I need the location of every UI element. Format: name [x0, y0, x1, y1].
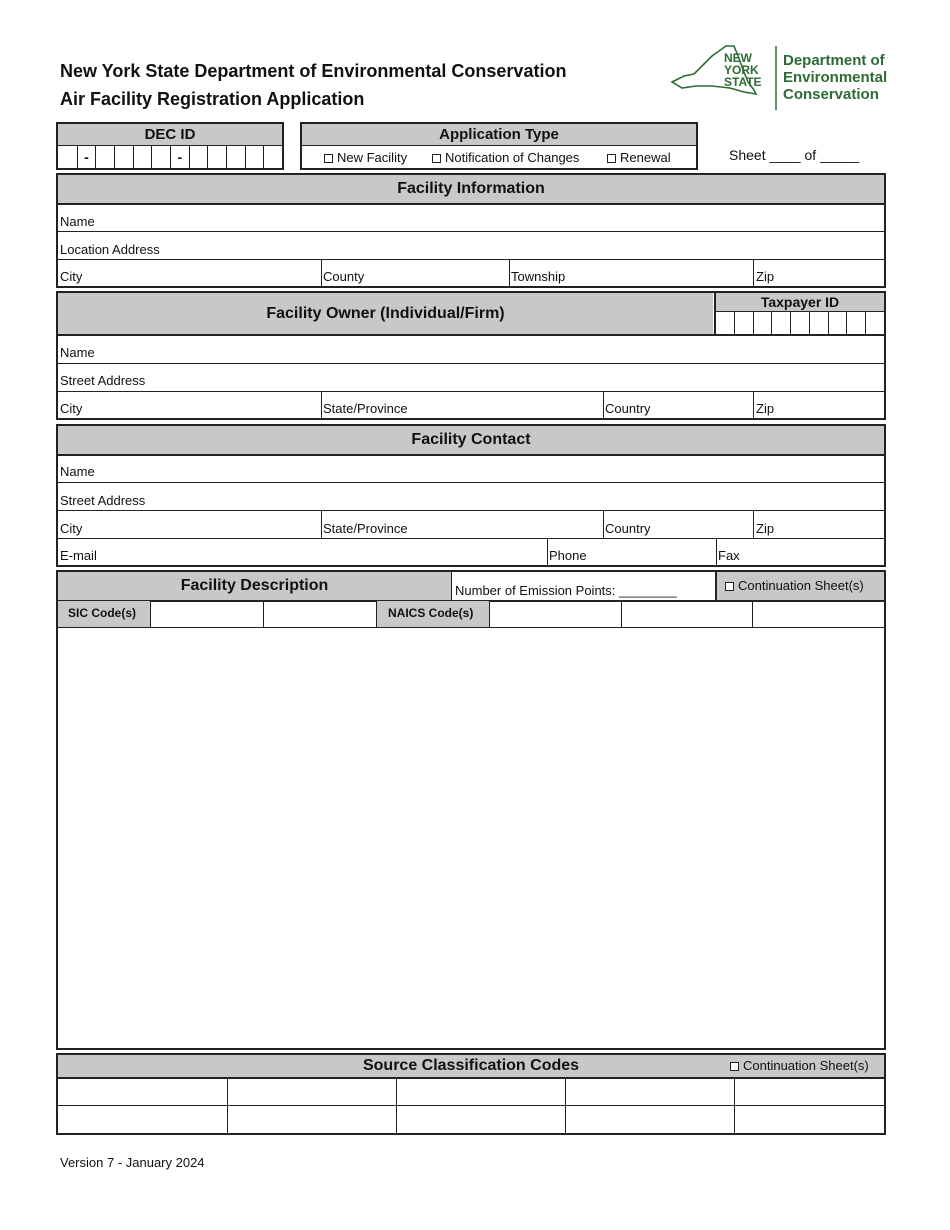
fi-name-field[interactable]: Name: [60, 214, 95, 229]
fd-continuation-option[interactable]: Continuation Sheet(s): [725, 578, 864, 593]
dec-id-cell[interactable]: [226, 146, 245, 168]
fi-township-field[interactable]: Township: [511, 269, 566, 284]
facility-contact-title: Facility Contact: [58, 426, 884, 454]
fc-state-field[interactable]: State/Province: [323, 521, 408, 536]
sheet-count[interactable]: Sheet ____ of _____: [729, 147, 860, 163]
taxpayer-id-cells[interactable]: [715, 312, 884, 334]
facility-contact-section: [56, 424, 886, 567]
facility-information-title: Facility Information: [58, 175, 884, 203]
facility-information-section: [56, 173, 886, 288]
dec-id-cell[interactable]: [245, 146, 264, 168]
fo-state-field[interactable]: State/Province: [323, 401, 408, 416]
taxpayer-id-cell[interactable]: [809, 312, 828, 334]
option-renewal[interactable]: Renewal: [607, 150, 671, 165]
fi-zip-field[interactable]: Zip: [756, 269, 775, 284]
scc-cell[interactable]: [735, 1079, 884, 1105]
source-classification-section: [56, 1053, 886, 1135]
logo-dept-line2: Environmental: [783, 69, 888, 86]
logo-dept-line1: Department of: [783, 52, 885, 69]
scc-cell[interactable]: [58, 1107, 227, 1133]
application-type-title: Application Type: [302, 124, 696, 145]
fc-city-field[interactable]: City: [60, 521, 83, 536]
naics-label: NAICS Code(s): [388, 606, 474, 620]
agency-title: New York State Department of Environmental Conservation: [60, 61, 567, 81]
facility-description-textarea[interactable]: [58, 629, 884, 1048]
sic-label: SIC Code(s): [68, 606, 137, 620]
scc-cell[interactable]: [397, 1107, 565, 1133]
taxpayer-id-cell[interactable]: [790, 312, 809, 334]
facility-description-title: Facility Description: [58, 572, 451, 600]
dec-id-cell[interactable]: [95, 146, 114, 168]
checkbox-icon[interactable]: [432, 154, 441, 163]
fc-country-field[interactable]: Country: [605, 521, 651, 536]
facility-owner-section: [56, 291, 886, 420]
scc-cell[interactable]: [58, 1079, 227, 1105]
checkbox-icon[interactable]: [730, 1062, 739, 1071]
scc-cell[interactable]: [228, 1107, 396, 1133]
dec-id-cell[interactable]: -: [170, 146, 189, 168]
taxpayer-id-cell[interactable]: [753, 312, 772, 334]
fc-email-field[interactable]: E-mail: [60, 548, 97, 563]
scc-cell[interactable]: [397, 1079, 565, 1105]
dec-id-cell[interactable]: [151, 146, 170, 168]
taxpayer-id-cell[interactable]: [846, 312, 865, 334]
fc-name-field[interactable]: Name: [60, 464, 95, 479]
scc-continuation-option[interactable]: Continuation Sheet(s): [730, 1058, 869, 1073]
taxpayer-id-cell[interactable]: [734, 312, 753, 334]
scc-cell[interactable]: [228, 1079, 396, 1105]
logo-state-line1: NEW: [724, 51, 752, 65]
dec-id-cell[interactable]: [263, 146, 282, 168]
checkbox-icon[interactable]: [725, 582, 734, 591]
facility-owner-title: Facility Owner (Individual/Firm): [58, 293, 713, 334]
fi-city-field[interactable]: City: [60, 269, 83, 284]
fo-zip-field[interactable]: Zip: [756, 401, 775, 416]
taxpayer-id-cell[interactable]: [828, 312, 847, 334]
scc-cell[interactable]: [735, 1107, 884, 1133]
logo-state-line3: STATE: [724, 75, 762, 89]
dec-id-title: DEC ID: [58, 124, 282, 145]
taxpayer-id-cell[interactable]: [715, 312, 734, 334]
form-title: Air Facility Registration Application: [60, 89, 365, 109]
dec-id-cells[interactable]: [58, 146, 282, 168]
fc-street-field[interactable]: Street Address: [60, 493, 146, 508]
source-classification-title: Source Classification Codes: [58, 1055, 884, 1077]
fc-phone-field[interactable]: Phone: [549, 548, 587, 563]
facility-description-section: [56, 570, 886, 1050]
dec-id-cell[interactable]: [133, 146, 152, 168]
fc-fax-field[interactable]: Fax: [718, 548, 740, 563]
version-footer: Version 7 - January 2024: [60, 1155, 205, 1170]
dec-id-cell[interactable]: [189, 146, 208, 168]
application-type-box: [300, 122, 698, 170]
taxpayer-id-cell[interactable]: [865, 312, 884, 334]
scc-cell[interactable]: [566, 1079, 734, 1105]
fi-location-address-field[interactable]: Location Address: [60, 242, 160, 257]
option-new-facility[interactable]: New Facility: [324, 150, 407, 165]
fo-name-field[interactable]: Name: [60, 345, 95, 360]
scc-cell[interactable]: [566, 1107, 734, 1133]
logo-state-line2: YORK: [724, 63, 759, 77]
dec-id-box: [56, 122, 284, 170]
dec-id-cell[interactable]: [58, 146, 77, 168]
checkbox-icon[interactable]: [324, 154, 333, 163]
fo-street-field[interactable]: Street Address: [60, 373, 146, 388]
fc-zip-field[interactable]: Zip: [756, 521, 775, 536]
dec-id-cell[interactable]: [114, 146, 133, 168]
taxpayer-id-title: Taxpayer ID: [716, 293, 884, 311]
dec-id-cell[interactable]: -: [77, 146, 96, 168]
emission-points-field[interactable]: Number of Emission Points: ________: [455, 583, 677, 598]
checkbox-icon[interactable]: [607, 154, 616, 163]
option-notification-of-changes[interactable]: Notification of Changes: [432, 150, 579, 165]
fo-country-field[interactable]: Country: [605, 401, 651, 416]
dec-id-cell[interactable]: [207, 146, 226, 168]
fo-city-field[interactable]: City: [60, 401, 83, 416]
taxpayer-id-cell[interactable]: [771, 312, 790, 334]
fi-county-field[interactable]: County: [323, 269, 365, 284]
logo-dept-line3: Conservation: [783, 86, 879, 103]
dec-logo: [668, 42, 908, 114]
